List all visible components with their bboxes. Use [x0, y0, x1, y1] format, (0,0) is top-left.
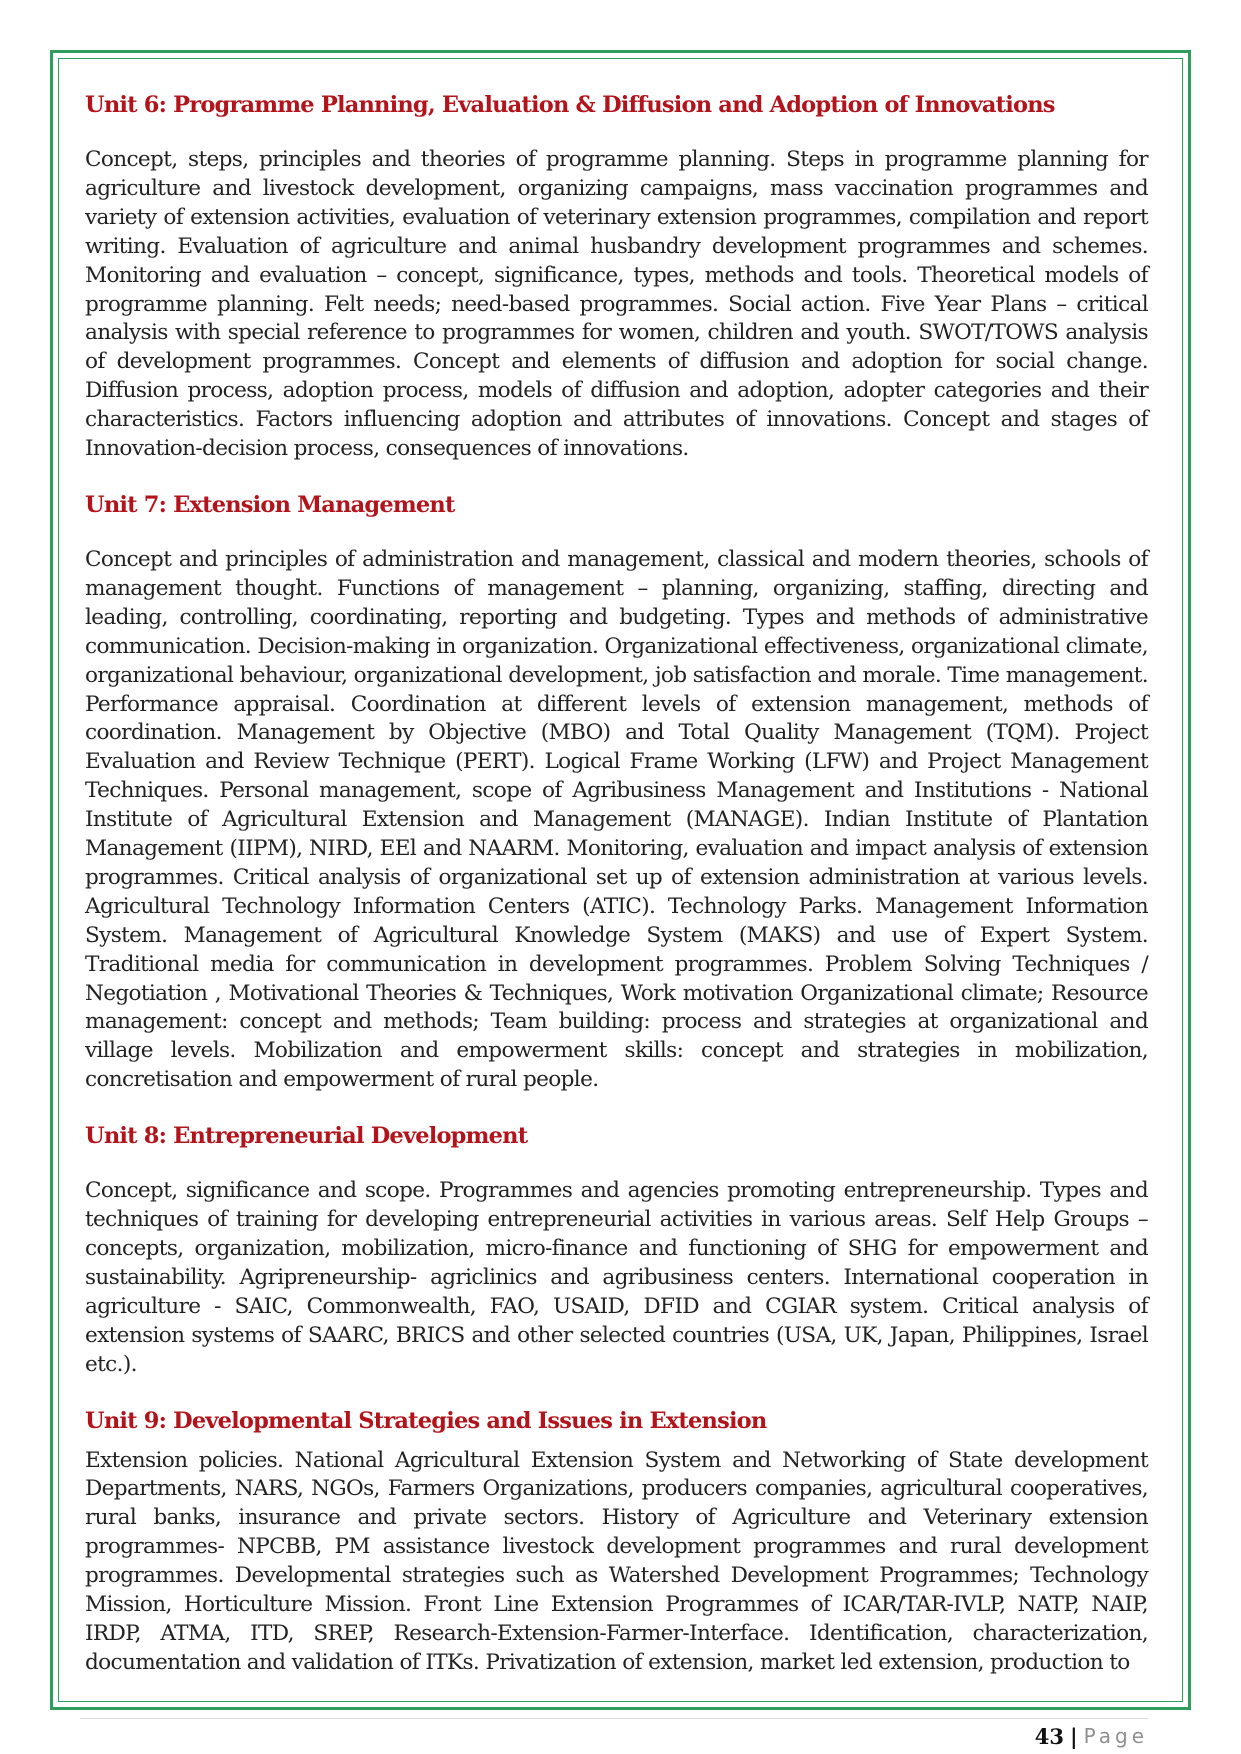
unit-6-section — [85, 91, 1148, 464]
unit-8-section — [85, 1122, 1148, 1379]
unit-7-heading: Unit 7: Extension Management — [85, 491, 455, 518]
footer-separator: | — [1069, 1723, 1078, 1749]
page-label: Page — [1083, 1724, 1148, 1748]
unit-9-heading: Unit 9: Developmental Strategies and Issues in Extension — [85, 1407, 767, 1434]
unit-7-section — [85, 491, 1148, 1095]
unit-8-body: Concept, significance and scope. Programmes and agencies promoting entrepreneurship. Types and techniques of training for developing entrepreneurial activities in various areas. Self Help Groups – concepts, organization, mobilization, micro-finance and functioning of SHG for empowerment and sustainability. Agripreneurship- agriclinics and agribusiness centers. International cooperation in agriculture - SAIC, Commonwealth, FAO, USAID, DFID and CGIAR system. Critical analysis of extension systems of SAARC, BRICS and other selected countries (USA, UK, Japan, Philippines, Israel etc.). — [85, 1178, 1148, 1377]
page-content — [85, 91, 1148, 1678]
unit-9-section — [85, 1407, 1148, 1678]
footer-divider — [80, 1718, 1148, 1719]
unit-6-heading: Unit 6: Programme Planning, Evaluation & Diffusion and Adoption of Innovations — [85, 92, 1055, 118]
page-footer — [1035, 1722, 1148, 1750]
unit-8-heading: Unit 8: Entrepreneurial Development — [85, 1123, 528, 1150]
page-number: 43 — [1034, 1723, 1064, 1749]
unit-6-body: Concept, steps, principles and theories of programme planning. Steps in programme planning for agriculture and livestock development, organizing campaigns, mass vaccination programmes and variety of extension activities, evaluation of veterinary extension programmes, compilation and report writing. Evaluation of agriculture and animal husbandry development programmes and schemes. Monitoring and evaluation – concept, significance, types, methods and tools. Theoretical models of programme planning. Felt needs; need-based programmes. Social action. Five Year Plans – critical analysis with special reference to programmes for women, children and youth. SWOT/TOWS analysis of development programmes. Concept and elements of diffusion and adoption for social change. Diffusion process, adoption process, models of diffusion and adoption, adopter categories and their characteristics. Factors influencing adoption and attributes of innovations. Concept and stages of Innovation-decision process, consequences of innovations. — [85, 147, 1148, 462]
unit-7-body: Concept and principles of administration and management, classical and modern theories, schools of management thought. Functions of management – planning, organizing, staffing, directing and leading, controlling, coordinating, reporting and budgeting. Types and methods of administrative communication. Decision-making in organization. Organizational effectiveness, organizational climate, organizational behaviour, organizational development, job satisfaction and morale. Time management. Performance appraisal. Coordination at different levels of extension management, methods of coordination. Management by Objective (MBO) and Total Quality Management (TQM). Project Evaluation and Review Technique (PERT). Logical Frame Working (LFW) and Project Management Techniques. Personal management, scope of Agribusiness Management and Institutions - National Institute of Agricultural Extension and Management (MANAGE). Indian Institute of Plantation Management (IIPM), NIRD, EEl and NAARM. Monitoring, evaluation and impact analysis of extension programmes. Critical analysis of organizational set up of extension administration at various levels. Agricultural Technology Information Centers (ATIC). Technology Parks. Management Information System. Management of Agricultural Knowledge System (MAKS) and use of Expert System. Traditional media for communication in development programmes. Problem Solving Techniques / Negotiation , Motivational Theories & Techniques, Work motivation Organizational climate; Resource management: concept and methods; Team building: process and strategies at organizational and village levels. Mobilization and empowerment skills: concept and strategies in mobilization, concretisation and empowerment of rural people. — [85, 546, 1148, 1093]
unit-9-body: Extension policies. National Agricultural Extension System and Networking of State development Departments, NARS, NGOs, Farmers Organizations, producers companies, agricultural cooperatives, rural banks, insurance and private sectors. History of Agriculture and Veterinary extension programmes- NPCBB, PM assistance livestock development programmes and rural development programmes. Developmental strategies such as Watershed Development Programmes; Technology Mission, Horticulture Mission. Front Line Extension Programmes of ICAR/TAR-IVLP, NATP, NAIP, IRDP, ATMA, ITD, SREP, Research-Extension-Farmer-Interface. Identification, characterization, documentation and validation of ITKs. Privatization of extension, market led extension, production to — [85, 1447, 1148, 1675]
